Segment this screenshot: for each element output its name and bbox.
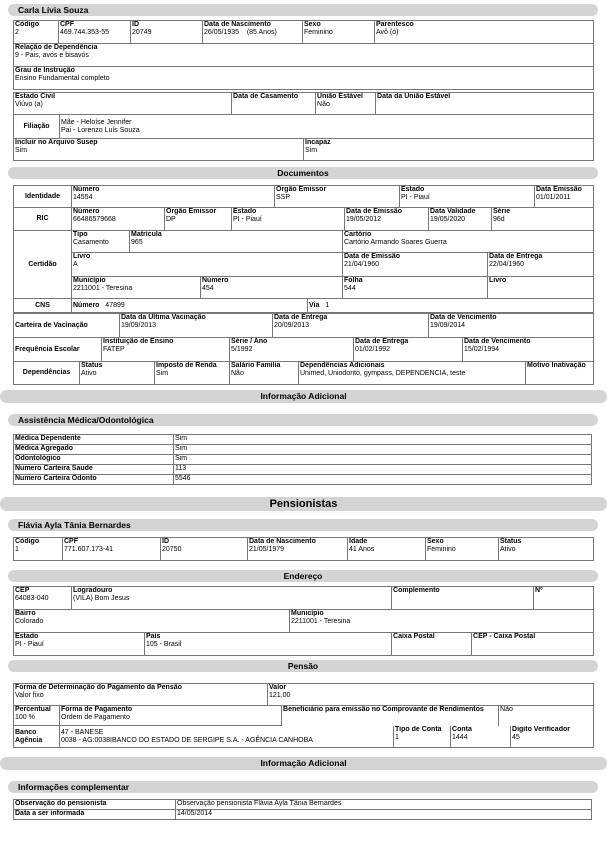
pensao-digito: Digito Verificador 45	[511, 726, 594, 748]
end-municipio: Município 2211001 - Teresina	[290, 610, 594, 633]
assistencia-value: 5546	[174, 475, 592, 485]
sexo-cell: Sexo Feminino	[303, 21, 375, 44]
cns-numero: Número 47899	[72, 299, 308, 313]
assistencia-label: Médica Agregado	[14, 445, 174, 455]
pensao-banco: 47 - BANESE 0038 - AG:0038IBANCO DO ESTADO DE SERGIPE S.A. - AGÊNCIA CANHOBA	[60, 726, 394, 748]
vacinacao-label: Carteira de Vacinação	[14, 314, 120, 338]
pensionista-table	[13, 537, 594, 561]
assistencia-table	[13, 434, 592, 485]
dependencias-table	[13, 361, 594, 385]
pensao-banco-label: Banco Agência	[14, 726, 60, 748]
assistencia-row	[14, 445, 592, 455]
certidao-folha: Folha 544	[343, 277, 488, 299]
end-cep-caixa: CEP - Caixa Postal	[472, 633, 594, 656]
dependencias-adicionais: Dependências Adicionais Unimed, Uniodonto, gympass, DEPENDENCIA, teste	[299, 362, 526, 385]
certidao-entrega: Data de Entrega 22/04/1960	[488, 253, 594, 277]
person-table-2	[13, 92, 594, 139]
dependencias-imposto: Imposto de Renda Sim	[155, 362, 230, 385]
uniao-cell: União Estável Não	[316, 93, 376, 115]
certidao-municipio: Município 2211001 - Teresina	[72, 277, 201, 299]
ric-serie: Série 96d	[492, 208, 594, 231]
codigo-cell: Código 2	[14, 21, 59, 44]
dependencias-status: Status Ativo	[80, 362, 155, 385]
nascimento-cell: Data de Nascimento 26/05/1935 (85 Anos)	[203, 21, 303, 44]
certidao-cartorio: Cartório Cartório Armando Soares Guerra	[343, 231, 594, 253]
assistencia-label: Numero Carteira Saude	[14, 465, 174, 475]
end-complemento: Complemento	[392, 587, 534, 610]
vacinacao-venc: Data de Vencimento 19/09/2014	[429, 314, 594, 338]
frequencia-serie: Série / Ano 5/1992	[230, 338, 354, 362]
assistencia-row	[14, 435, 592, 445]
frequencia-instituicao: Instituição de Ensino FATEP	[102, 338, 230, 362]
assistencia-row	[14, 465, 592, 475]
complementar-label: Observação do pensionista	[14, 800, 176, 810]
identidade-label: Identidade	[14, 186, 72, 208]
cpf-cell: CPF 469.744.353-55	[59, 21, 131, 44]
pens-nasc: Data de Nascimento 21/05/1979	[248, 538, 348, 561]
ric-numero: Número 66486579668	[72, 208, 165, 231]
ric-validade: Data Validade 19/05/2020	[429, 208, 492, 231]
ric-estado: Estado PI - Piauí	[232, 208, 345, 231]
end-numero: Nº	[534, 587, 594, 610]
identidade-table	[13, 185, 594, 208]
identidade-data: Data Emissão 01/01/2011	[535, 186, 594, 208]
incapaz-cell: Incapaz Sim	[304, 139, 594, 161]
assistencia-label: Médica Dependente	[14, 435, 174, 445]
pensao-forma-pag: Forma de Pagamento Ordem de Pagamento	[60, 706, 282, 726]
end-pais: País 105 - Brasil	[145, 633, 392, 656]
frequencia-entrega: Data de Entrega 01/02/1992	[354, 338, 463, 362]
assistencia-value: Sim	[174, 435, 592, 445]
pens-status: Status Ativo	[499, 538, 594, 561]
assistencia-row	[14, 455, 592, 465]
end-logradouro: Logradouro (VILA) Bom Jesus	[72, 587, 392, 610]
assistencia-row	[14, 475, 592, 485]
pensao-forma-det: Forma de Determinação do Pagamento da Pensão Valor fixo	[14, 684, 268, 706]
pensao-header: Pensão	[8, 660, 598, 672]
vacinacao-table	[13, 313, 594, 338]
identidade-estado: Estado PI - Piauí	[400, 186, 535, 208]
person-table-3	[13, 138, 594, 161]
end-estado: Estado PI - Piauí	[14, 633, 145, 656]
pensao-valor: Valor 121,00	[268, 684, 594, 706]
certidao-label: Certidão	[14, 231, 72, 299]
frequencia-label: Frequência Escolar	[14, 338, 102, 362]
info-adicional-header-2: Informação Adicional	[0, 757, 607, 770]
frequencia-venc: Data de Vencimento 15/02/1994	[463, 338, 594, 362]
end-cep: CEP 64083-040	[14, 587, 72, 610]
relacao-cell: Relação de Dependência 9 - Pais, avós e bisavós	[14, 44, 594, 67]
complementar-value: 14/05/2014	[176, 810, 592, 820]
endereco-header: Endereço	[8, 570, 598, 582]
pensao-conta: Conta 1444	[451, 726, 511, 748]
pensao-beneficiario: Não	[499, 706, 594, 726]
ric-label: RIC	[14, 208, 72, 231]
assistencia-value: Sim	[174, 445, 592, 455]
assistencia-value: Sim	[174, 455, 592, 465]
pensionistas-header: Pensionistas	[0, 497, 607, 511]
susep-cell: Incluir no Arquivo Susep Sim	[14, 139, 304, 161]
cns-table	[13, 298, 594, 313]
ric-table	[13, 207, 594, 231]
parentesco-cell: Parentesco Avô (ó)	[375, 21, 594, 44]
certidao-table	[13, 230, 594, 299]
person-table	[13, 20, 594, 90]
assistencia-value: 113	[174, 465, 592, 475]
pens-cpf: CPF 771.607.173-41	[63, 538, 161, 561]
end-bairro: Bairro Colorado	[14, 610, 290, 633]
ric-emissao: Data de Emissão 19/05/2012	[345, 208, 429, 231]
pensao-percentual: Percentual 100 %	[14, 706, 60, 726]
filiacao-cell: Mãe - Heloíse Jennifer Pai - Lorenzo Luís Souza	[60, 115, 594, 139]
cns-label: CNS	[14, 299, 72, 313]
identidade-numero: Número 14554	[72, 186, 275, 208]
assistencia-label: Odontológico	[14, 455, 174, 465]
complementar-row	[14, 800, 592, 810]
endereco-table	[13, 586, 594, 656]
frequencia-table	[13, 337, 594, 362]
certidao-emissao: Data de Emissão 21/04/1960	[343, 253, 488, 277]
pens-id: ID 20750	[161, 538, 248, 561]
pensao-tipo-conta: Tipo de Conta 1	[394, 726, 451, 748]
grau-cell: Grau de Instrução Ensino Fundamental completo	[14, 67, 594, 90]
certidao-livro-2: Livro	[488, 277, 594, 299]
complementar-label: Data a ser informada	[14, 810, 176, 820]
complementar-value: Observação pensionista Flávia Ayla Tânia Bernardes	[176, 800, 592, 810]
vacinacao-ultima: Data da Última Vacinação 19/09/2013	[120, 314, 273, 338]
assistencia-label: Numero Carteira Odonto	[14, 475, 174, 485]
certidao-matricula: Matrícula 965	[130, 231, 343, 253]
end-caixa: Caixa Postal	[392, 633, 472, 656]
complementar-header: Informações complementar	[8, 781, 598, 793]
pens-idade: Idade 41 Anos	[348, 538, 426, 561]
estado-civil-cell: Estado Civil Viúvo (a)	[14, 93, 232, 115]
documentos-header: Documentos	[8, 167, 598, 179]
certidao-numero: Número 454	[201, 277, 343, 299]
filiacao-label: Filiação	[14, 115, 60, 139]
complementar-table	[13, 799, 592, 820]
pens-codigo: Código 1	[14, 538, 63, 561]
person-name-header: Carla Lívia Souza	[8, 4, 598, 16]
cns-via: Via 1	[308, 299, 594, 313]
pensionista-name-header: Flávia Ayla Tânia Bernardes	[8, 519, 598, 531]
data-casamento-cell: Data de Casamento	[232, 93, 316, 115]
pensao-table	[13, 683, 594, 748]
certidao-livro: Livro A	[72, 253, 343, 277]
assistencia-header: Assistência Médica/Odontológica	[8, 414, 598, 426]
pens-sexo: Sexo Feminino	[426, 538, 499, 561]
data-uniao-cell: Data da União Estável	[376, 93, 594, 115]
complementar-row	[14, 810, 592, 820]
certidao-tipo: Tipo Casamento	[72, 231, 130, 253]
info-adicional-header: Informação Adicional	[0, 390, 607, 403]
id-cell: ID 20749	[131, 21, 203, 44]
vacinacao-entrega: Data de Entrega 20/09/2013	[273, 314, 429, 338]
dependencias-label: Dependências	[14, 362, 80, 385]
identidade-orgao: Órgão Emissor SSP	[275, 186, 400, 208]
dependencias-salario: Salário Família Não	[230, 362, 299, 385]
dependencias-motivo: Motivo Inativação	[526, 362, 594, 385]
pensao-beneficiario-label: Beneficiário para emissão no Comprovante de Rendimentos	[282, 706, 499, 726]
ric-orgao: Órgão Emissor DP	[165, 208, 232, 231]
